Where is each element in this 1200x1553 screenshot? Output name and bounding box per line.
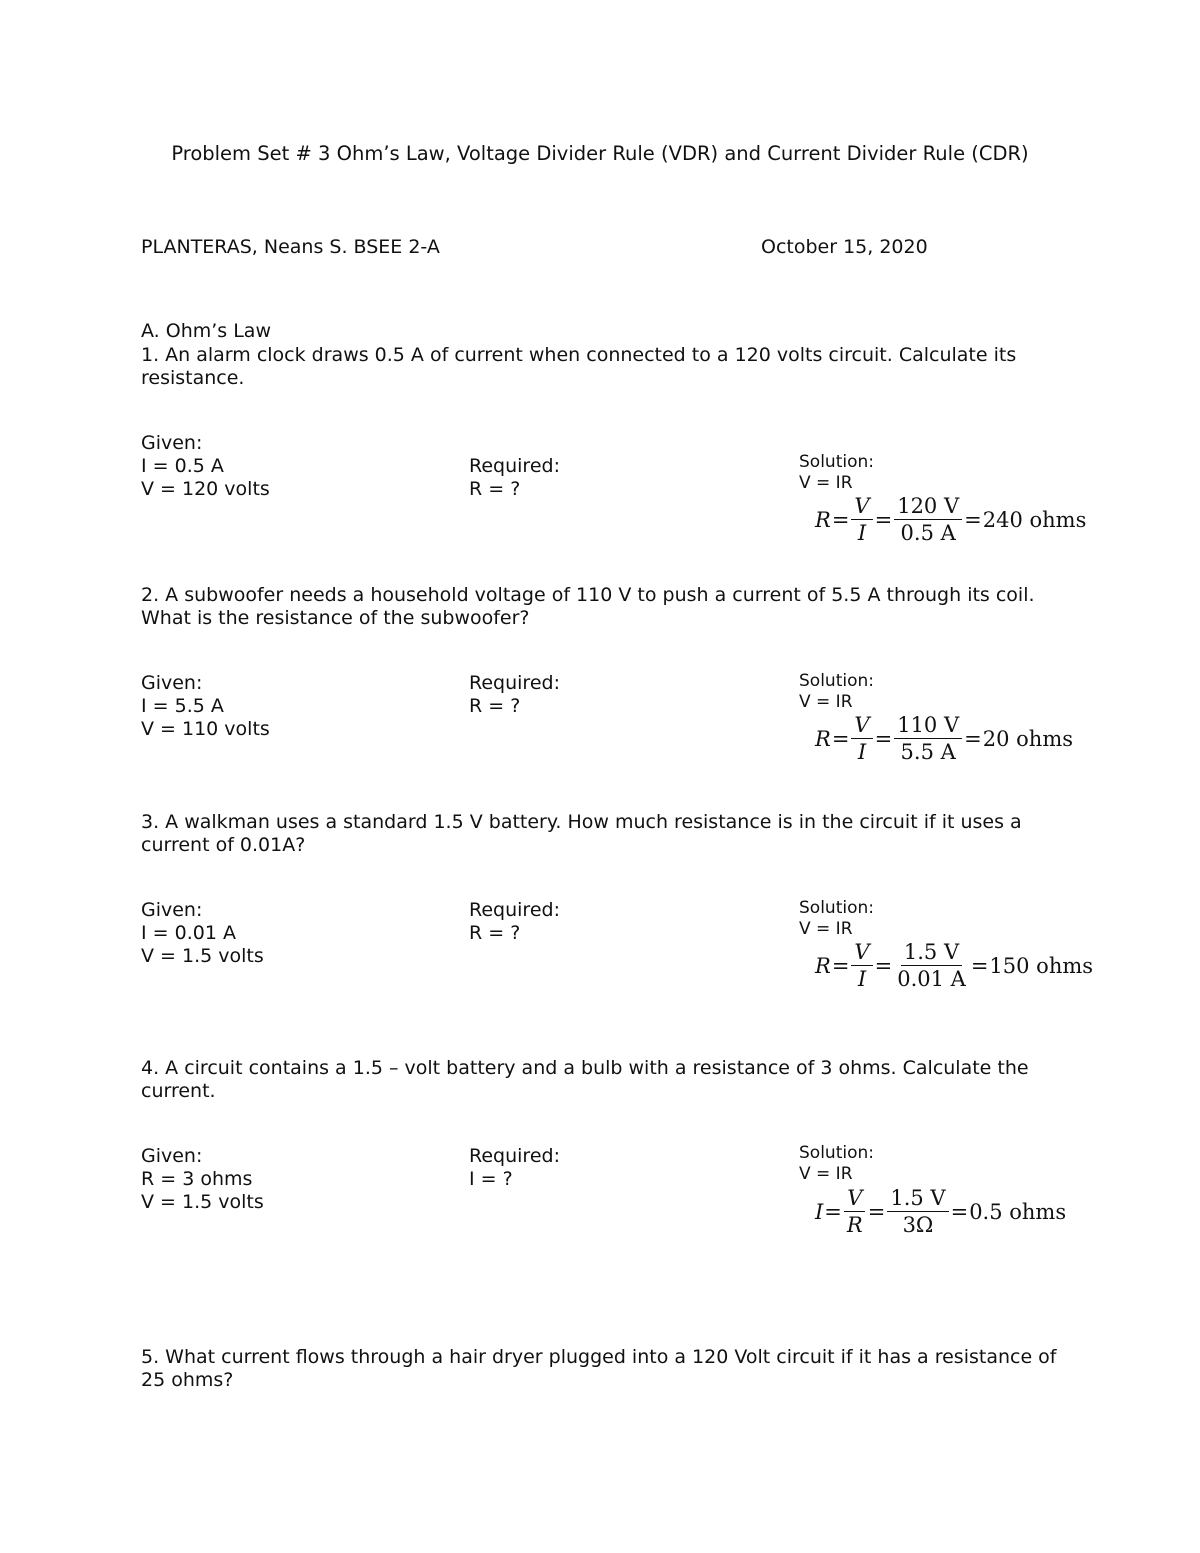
problem-5-question: 5. What current flows through a hair dryer plugged into a 120 Volt circuit if it has a resistance of 25 ohms?: [141, 1346, 1057, 1391]
fraction-denominator: I: [857, 521, 867, 545]
date: October 15, 2020: [761, 236, 928, 258]
equation-lhs: R: [815, 953, 831, 978]
problem-4-equation: I = $\frac{V}{R}$ = $\frac{1.5 V}{3\Omega}$ = 0.5 ohms: [815, 1186, 1067, 1237]
equation-result: 0.5 ohms: [969, 1199, 1067, 1224]
problem-4-given-resistance: R = 3 ohms: [141, 1168, 253, 1190]
problem-3-formula: V = IR: [799, 919, 853, 939]
problem-1-required-value: R = ?: [469, 478, 521, 500]
author-line: PLANTERAS, Neans S. BSEE 2-A: [141, 236, 440, 258]
fraction-numerator: V: [851, 940, 872, 966]
problem-2-solution-label: Solution:: [799, 671, 874, 691]
fraction-numerator: 1.5 V: [901, 940, 962, 966]
document-title: Problem Set # 3 Ohm’s Law, Voltage Divider Rule (VDR) and Current Divider Rule (CDR): [171, 142, 1029, 165]
equation-result: 20 ohms: [982, 726, 1074, 751]
problem-4-required-value: I = ?: [469, 1168, 513, 1190]
problem-2-required-label: Required:: [469, 672, 560, 694]
fraction-numerator: V: [851, 494, 872, 520]
problem-4-question: 4. A circuit contains a 1.5 – volt battery and a bulb with a resistance of 3 ohms. Calculate the current.: [141, 1057, 1029, 1102]
problem-3-given-label: Given:: [141, 899, 203, 921]
problem-3-solution-label: Solution:: [799, 898, 874, 918]
problem-1-given-current: I = 0.5 A: [141, 455, 224, 477]
problem-1-given-voltage: V = 120 volts: [141, 478, 270, 500]
problem-4-formula: V = IR: [799, 1164, 853, 1184]
equation-lhs: R: [815, 726, 831, 751]
problem-2-formula: V = IR: [799, 692, 853, 712]
problem-1-given-label: Given:: [141, 432, 203, 454]
problem-2-required-value: R = ?: [469, 695, 521, 717]
problem-1-required-label: Required:: [469, 455, 560, 477]
equation-result: 240 ohms: [982, 507, 1087, 532]
problem-2-given-label: Given:: [141, 672, 203, 694]
fraction-numerator: 110 V: [894, 713, 962, 739]
fraction-denominator: 0.01 A: [897, 967, 966, 991]
problem-2-question: 2. A subwoofer needs a household voltage of 110 V to push a current of 5.5 A through its coil. What is the resistance of the subwoofer?: [141, 584, 1035, 629]
equation-lhs: I: [815, 1199, 824, 1224]
problem-3-equation: R = $\frac{V}{I}$ = $\frac{1.5 V}{0.01 A}$ = 150 ohms: [815, 940, 1094, 991]
fraction-denominator: I: [857, 967, 867, 991]
problem-2-given-voltage: V = 110 volts: [141, 718, 270, 740]
equation-result: 150 ohms: [989, 953, 1094, 978]
section-heading: A. Ohm’s Law: [141, 320, 271, 342]
fraction-denominator: R: [846, 1213, 863, 1237]
problem-3-given-voltage: V = 1.5 volts: [141, 945, 264, 967]
problem-1-solution-label: Solution:: [799, 452, 874, 472]
fraction-numerator: V: [851, 713, 872, 739]
problem-3-required-label: Required:: [469, 899, 560, 921]
fraction-denominator: 3Ω: [902, 1213, 934, 1237]
problem-2-equation: R = $\frac{V}{I}$ = $\frac{110 V}{5.5 A}$ = 20 ohms: [815, 713, 1074, 764]
problem-3-question: 3. A walkman uses a standard 1.5 V battery. How much resistance is in the circuit if it uses a current of 0.01A?: [141, 811, 1022, 856]
fraction-numerator: 1.5 V: [887, 1186, 948, 1212]
problem-4-required-label: Required:: [469, 1145, 560, 1167]
fraction-denominator: 5.5 A: [900, 740, 956, 764]
problem-1-formula: V = IR: [799, 473, 853, 493]
problem-4-solution-label: Solution:: [799, 1143, 874, 1163]
problem-4-given-voltage: V = 1.5 volts: [141, 1191, 264, 1213]
equation-lhs: R: [815, 507, 831, 532]
problem-2-given-current: I = 5.5 A: [141, 695, 224, 717]
problem-1-equation: R = $\frac{V}{I}$ = $\frac{120 V}{0.5 A}$ = 240 ohms: [815, 494, 1087, 545]
fraction-denominator: I: [857, 740, 867, 764]
fraction-numerator: 120 V: [894, 494, 962, 520]
fraction-numerator: V: [844, 1186, 865, 1212]
fraction-denominator: 0.5 A: [900, 521, 956, 545]
problem-3-given-current: I = 0.01 A: [141, 922, 236, 944]
problem-3-required-value: R = ?: [469, 922, 521, 944]
problem-4-given-label: Given:: [141, 1145, 203, 1167]
problem-1-question: 1. An alarm clock draws 0.5 A of current when connected to a 120 volts circuit. Calculate its resistance.: [141, 344, 1017, 389]
